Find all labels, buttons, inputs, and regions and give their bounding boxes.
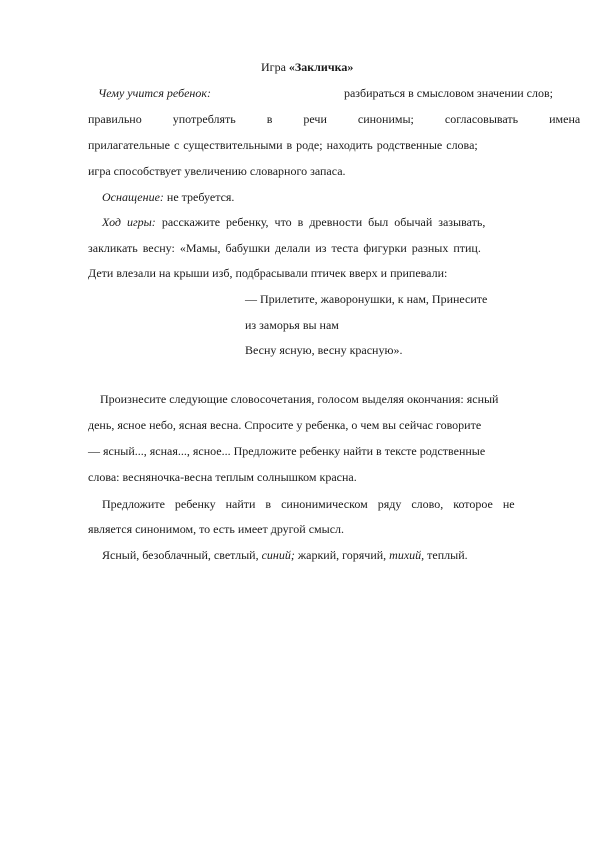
p5-line-1: Предложите ребенку найти в синонимическом ряду слово, которое не [102,497,515,511]
p3-line-3: Дети влезали на крыши изб, подбрасывали птичек вверх и припевали: [88,266,448,280]
p2-text: не требуется. [163,190,235,204]
p4-line-4: слова: весняночка-весна теплым солнышком красна. [88,470,357,484]
poem-line-1: — Прилетите, жаворонушки, к нам, Принесите [245,292,488,306]
title-game-name: «Закличка» [288,60,354,74]
p2-line [102,190,234,204]
p1-line-2: правильно употреблять в речи синонимы; согласовывать имена [88,112,581,126]
p1-line1-text: разбираться в смысловом значении слов; [343,86,553,100]
p3-line-1 [102,215,485,229]
p1-line-3: прилагательные с существительными в роде; находить родственные слова; [88,138,478,152]
poem-line-3: Весну ясную, весну красную». [245,343,403,357]
p3-line1-text: расскажите ребенку, что в древности был обычай зазывать, [161,215,486,229]
p4-line-2: день, ясное небо, ясная весна. Спросите у ребенка, о чем вы сейчас говорите [88,418,482,432]
p6-line [102,548,468,562]
p3-line-2: закликать весну: «Мамы, бабушки делали из теста фигурки разных птиц. [88,241,481,255]
p6-segment-2: жаркий, горячий, [294,548,390,562]
p1-label: Чему учится ребенок: [98,86,211,100]
p3-label: Ход игры: [102,215,156,229]
p6-word-sinij: синий; [261,548,295,562]
title-prefix: Игра [261,60,289,74]
p6-word-tihij: тихий, [389,548,425,562]
p4-line-1: Произнесите следующие словосочетания, голосом выделяя окончания: ясный [100,392,499,406]
p4-line-3: — ясный..., ясная..., ясное... Предложите ребенку найти в тексте родственные [88,444,486,458]
p2-label: Оснащение: [102,190,164,204]
poem-line-2: из заморья вы нам [245,318,339,332]
p1-line-4: игра способствует увеличению словарного запаса. [88,164,346,178]
p6-segment-1: Ясный, безоблачный, светлый, [102,548,262,562]
p6-segment-3: теплый. [424,548,468,562]
p5-line-2: является синонимом, то есть имеет другой смысл. [88,522,345,536]
p1-line-1 [98,86,553,100]
page-title [261,60,353,74]
